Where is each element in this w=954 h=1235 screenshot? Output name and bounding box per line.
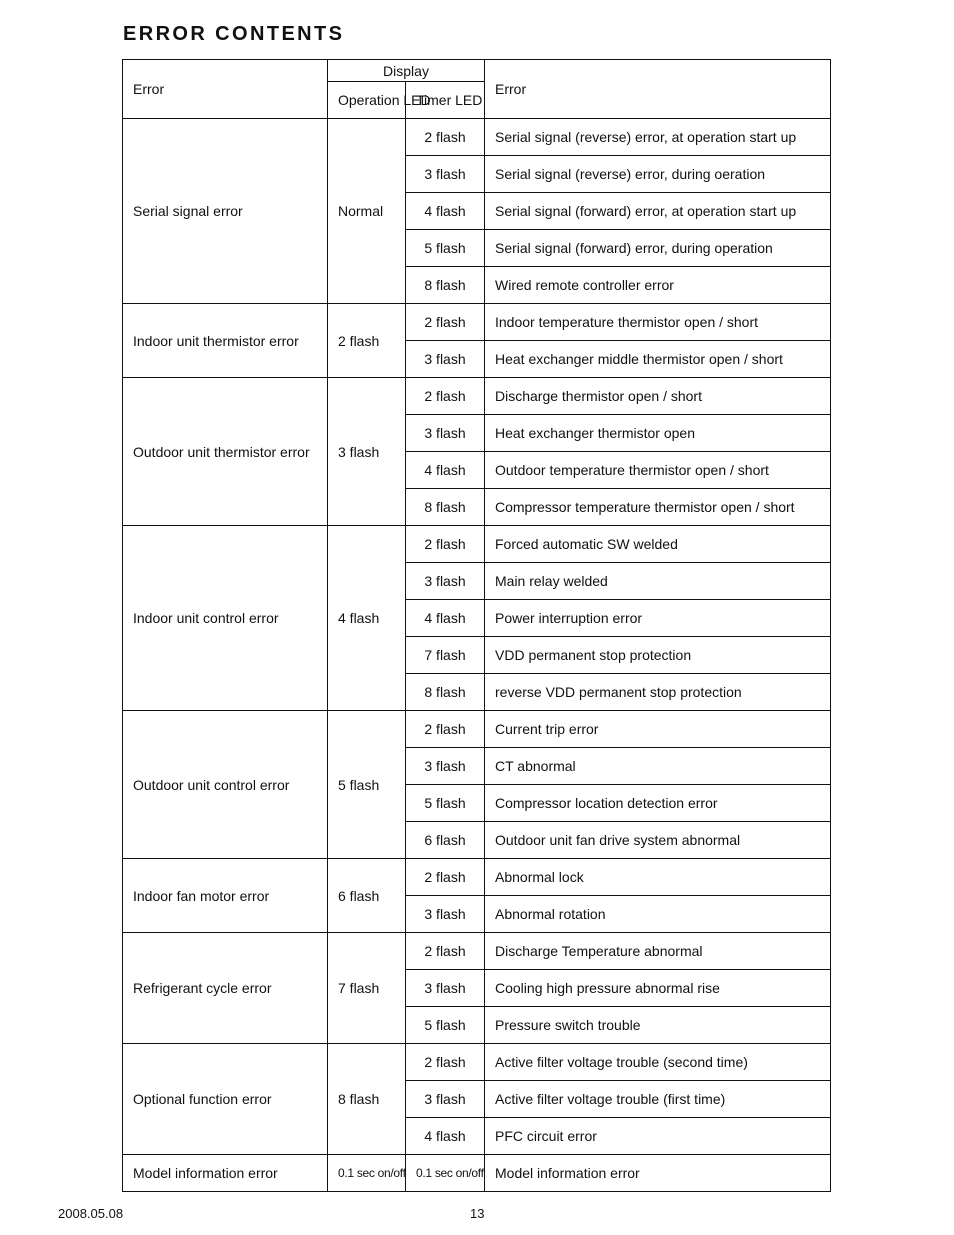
page-number: 13 (470, 1206, 485, 1221)
header-description: Error (485, 60, 831, 119)
table-body (123, 119, 831, 1192)
error-description: Compressor location detection error (485, 785, 831, 822)
timer-led-value: 8 flash (406, 674, 485, 711)
timer-led-value: 4 flash (406, 452, 485, 489)
operation-led-value: 0.1 sec on/off (328, 1155, 406, 1192)
error-description: Active filter voltage trouble (first time) (485, 1081, 831, 1118)
timer-led-value: 3 flash (406, 970, 485, 1007)
error-description: Serial signal (forward) error, during operation (485, 230, 831, 267)
error-description: Power interruption error (485, 600, 831, 637)
error-description: Abnormal lock (485, 859, 831, 896)
timer-led-value: 3 flash (406, 748, 485, 785)
timer-led-value: 3 flash (406, 1081, 485, 1118)
timer-led-value: 3 flash (406, 896, 485, 933)
error-description: Heat exchanger middle thermistor open / short (485, 341, 831, 378)
timer-led-value: 4 flash (406, 1118, 485, 1155)
timer-led-value: 2 flash (406, 526, 485, 563)
timer-led-value: 3 flash (406, 563, 485, 600)
error-description: Indoor temperature thermistor open / short (485, 304, 831, 341)
timer-led-value: 3 flash (406, 415, 485, 452)
error-description: Serial signal (reverse) error, during oeration (485, 156, 831, 193)
table-row (123, 711, 831, 748)
operation-led-value: 5 flash (328, 711, 406, 859)
error-description: Wired remote controller error (485, 267, 831, 304)
timer-led-value: 0.1 sec on/off (406, 1155, 485, 1192)
timer-led-value: 2 flash (406, 119, 485, 156)
timer-led-value: 6 flash (406, 822, 485, 859)
error-description: Discharge thermistor open / short (485, 378, 831, 415)
table-row (123, 119, 831, 156)
operation-led-value: Normal (328, 119, 406, 304)
timer-led-value: 2 flash (406, 304, 485, 341)
error-category: Indoor unit control error (123, 526, 328, 711)
error-description: Active filter voltage trouble (second time) (485, 1044, 831, 1081)
error-description: Model information error (485, 1155, 831, 1192)
table-row (123, 1044, 831, 1081)
table-row (123, 1155, 831, 1192)
error-description: Current trip error (485, 711, 831, 748)
timer-led-value: 5 flash (406, 230, 485, 267)
timer-led-value: 2 flash (406, 1044, 485, 1081)
error-description: Serial signal (forward) error, at operation start up (485, 193, 831, 230)
header-operation-led: Operation LED (328, 82, 406, 119)
error-category: Indoor fan motor error (123, 859, 328, 933)
header-display: Display (328, 60, 485, 82)
operation-led-value: 8 flash (328, 1044, 406, 1155)
timer-led-value: 2 flash (406, 859, 485, 896)
error-description: Main relay welded (485, 563, 831, 600)
error-category: Optional function error (123, 1044, 328, 1155)
timer-led-value: 4 flash (406, 193, 485, 230)
timer-led-value: 3 flash (406, 156, 485, 193)
table-row (123, 304, 831, 341)
error-description: CT abnormal (485, 748, 831, 785)
operation-led-value: 2 flash (328, 304, 406, 378)
timer-led-value: 5 flash (406, 1007, 485, 1044)
error-description: Pressure switch trouble (485, 1007, 831, 1044)
error-description: Heat exchanger thermistor open (485, 415, 831, 452)
error-category: Indoor unit thermistor error (123, 304, 328, 378)
error-description: Outdoor unit fan drive system abnormal (485, 822, 831, 859)
error-category: Serial signal error (123, 119, 328, 304)
timer-led-value: 2 flash (406, 378, 485, 415)
timer-led-value: 8 flash (406, 489, 485, 526)
header-error: Error (123, 60, 328, 119)
header-timer-led: Timer LED (406, 82, 485, 119)
timer-led-value: 8 flash (406, 267, 485, 304)
error-description: Abnormal rotation (485, 896, 831, 933)
error-category: Outdoor unit thermistor error (123, 378, 328, 526)
footer-date: 2008.05.08 (58, 1206, 124, 1221)
timer-led-value: 7 flash (406, 637, 485, 674)
table-row (123, 933, 831, 970)
error-description: VDD permanent stop protection (485, 637, 831, 674)
error-description: PFC circuit error (485, 1118, 831, 1155)
operation-led-value: 7 flash (328, 933, 406, 1044)
operation-led-value: 3 flash (328, 378, 406, 526)
error-contents-table (122, 59, 831, 1192)
timer-led-value: 2 flash (406, 711, 485, 748)
table-row (123, 526, 831, 563)
timer-led-value: 4 flash (406, 600, 485, 637)
timer-led-value: 3 flash (406, 341, 485, 378)
table-row (123, 859, 831, 896)
error-description: Compressor temperature thermistor open / short (485, 489, 831, 526)
error-category: Refrigerant cycle error (123, 933, 328, 1044)
error-description: Cooling high pressure abnormal rise (485, 970, 831, 1007)
operation-led-value: 6 flash (328, 859, 406, 933)
error-category: Model information error (123, 1155, 328, 1192)
error-description: Discharge Temperature abnormal (485, 933, 831, 970)
error-description: Forced automatic SW welded (485, 526, 831, 563)
error-description: Outdoor temperature thermistor open / short (485, 452, 831, 489)
error-description: reverse VDD permanent stop protection (485, 674, 831, 711)
page-title: ERROR CONTENTS (123, 23, 345, 45)
error-description: Serial signal (reverse) error, at operation start up (485, 119, 831, 156)
timer-led-value: 5 flash (406, 785, 485, 822)
operation-led-value: 4 flash (328, 526, 406, 711)
table-row (123, 378, 831, 415)
timer-led-value: 2 flash (406, 933, 485, 970)
error-category: Outdoor unit control error (123, 711, 328, 859)
